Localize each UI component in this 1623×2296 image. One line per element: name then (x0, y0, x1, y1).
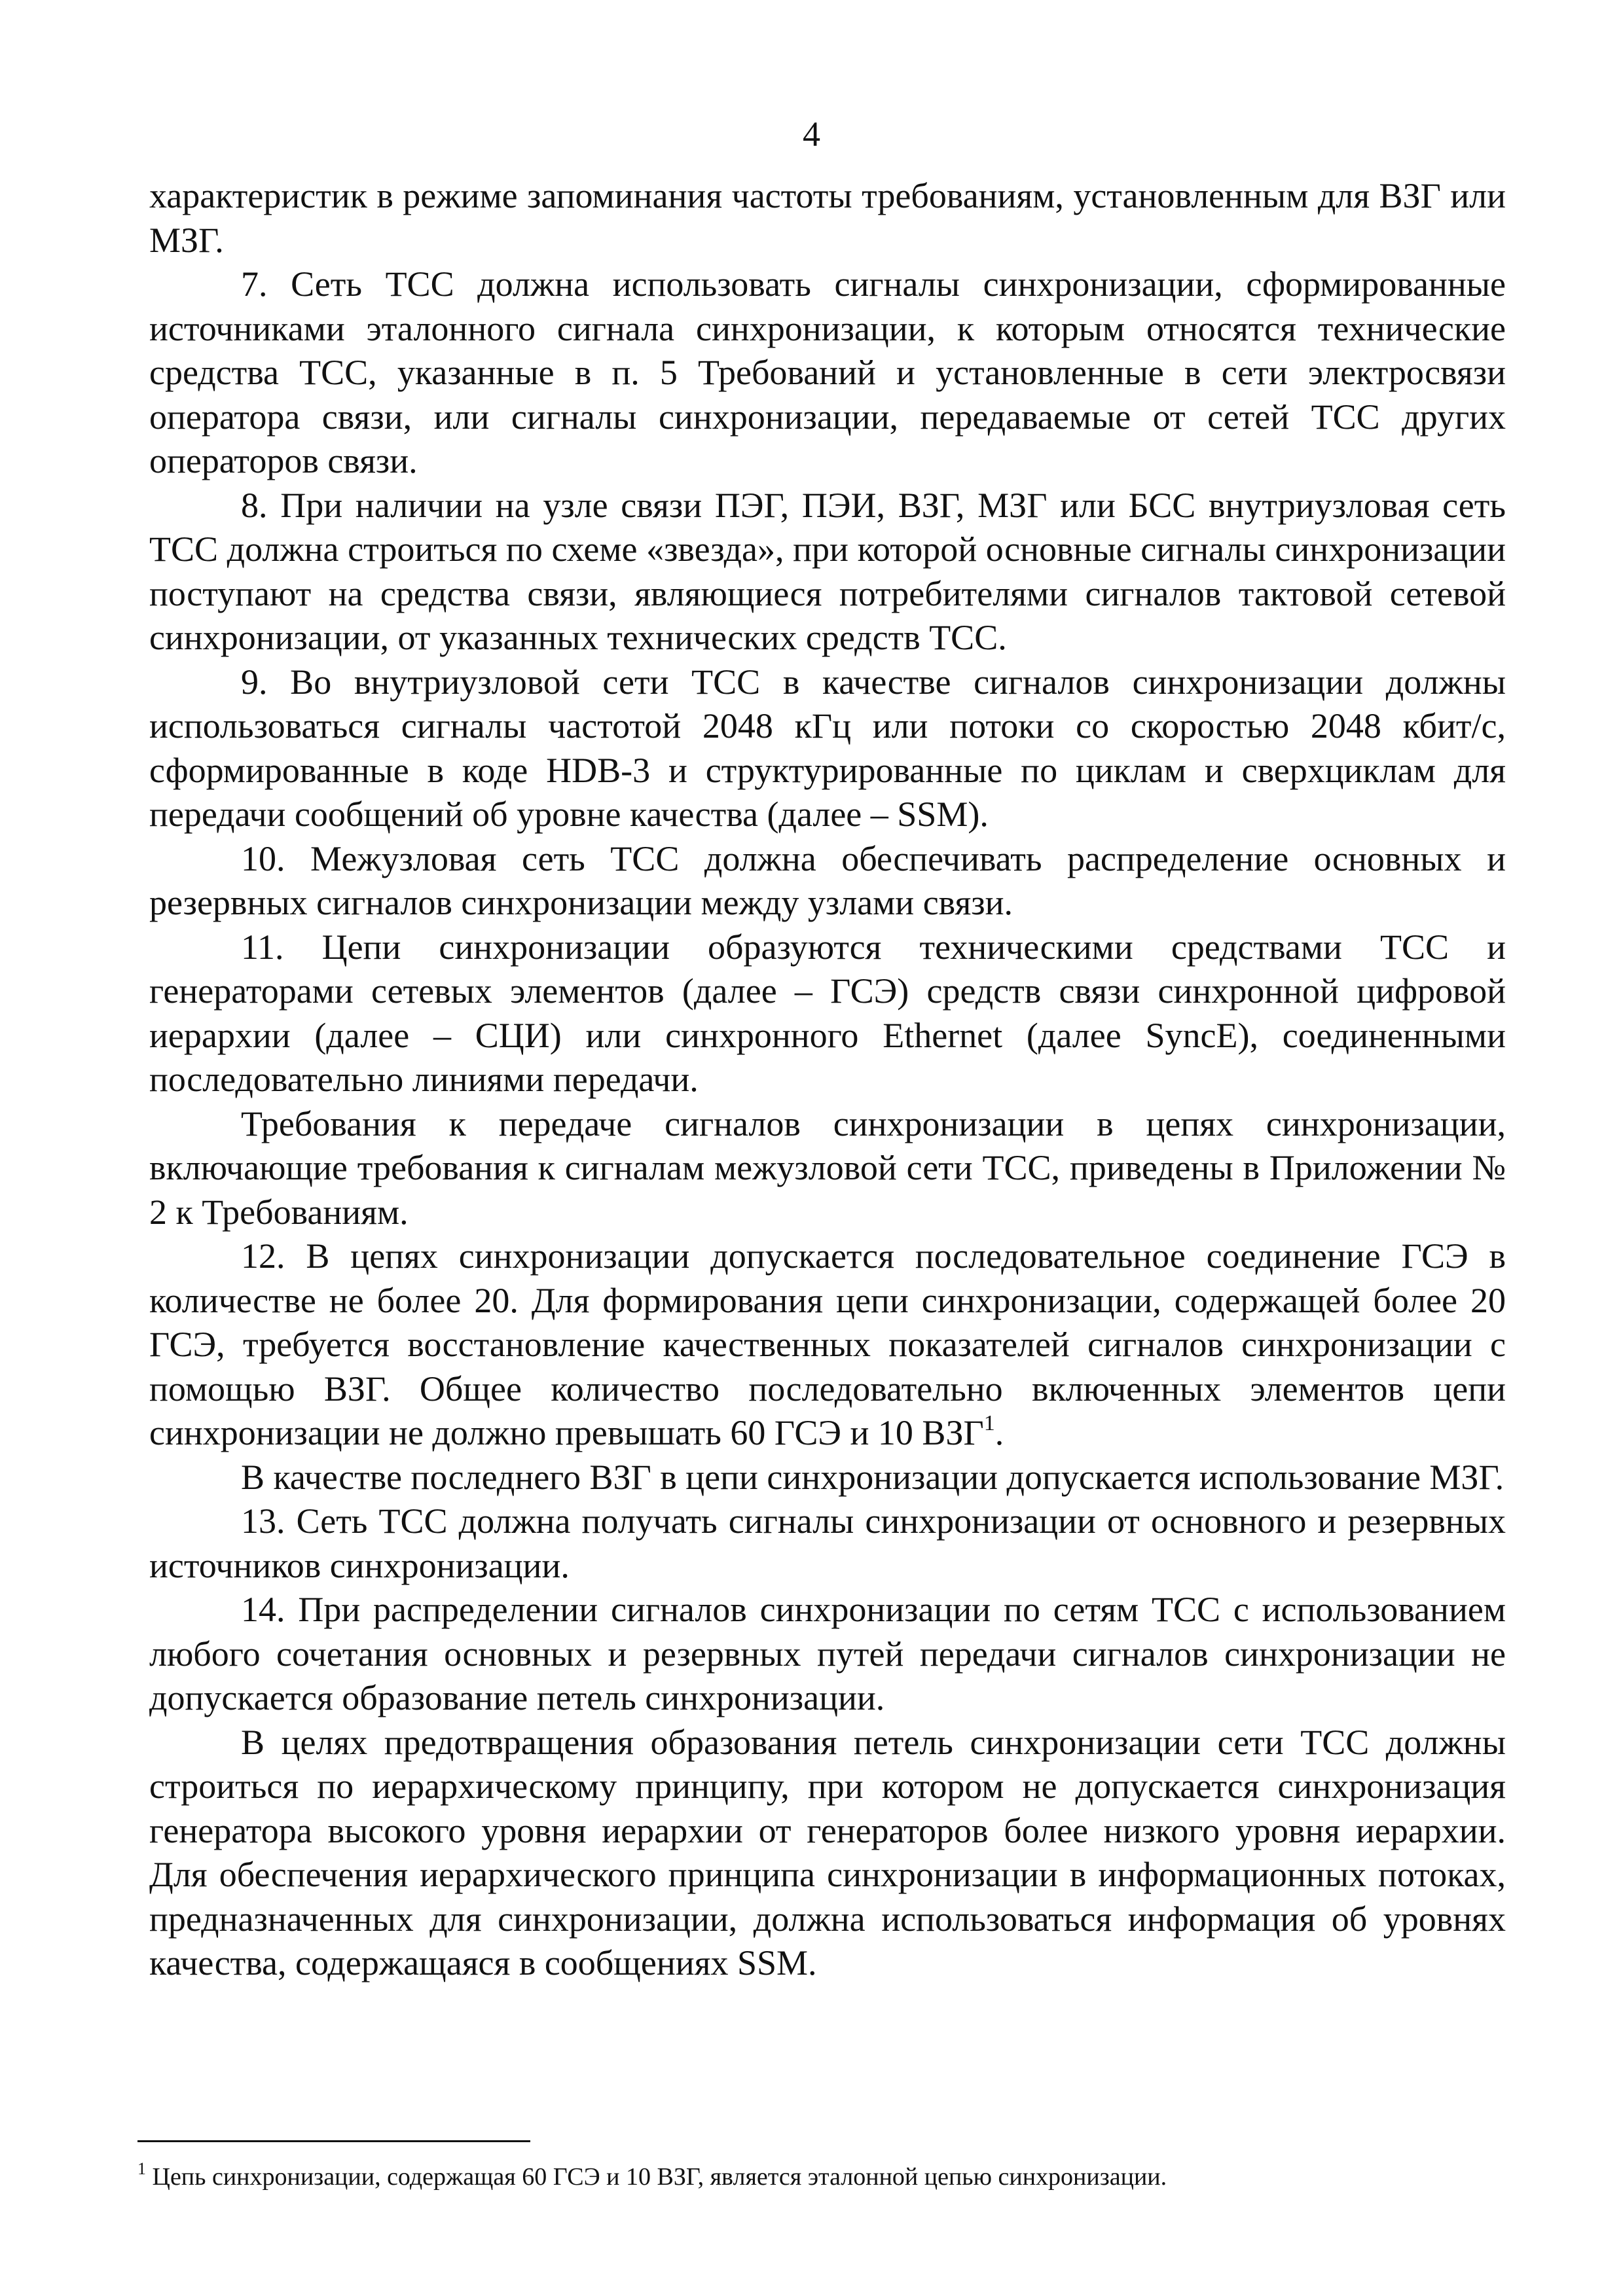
paragraph-item-9: 9. Во внутриузловой сети ТСС в качестве сигналов синхронизации должны использоваться сигналы частотой 2048 кГц или потоки со скоростью 2048 кбит/с, сформированные в коде HDB-3 и структурированные по циклам и сверхциклам для передачи сообщений об уровне качества (далее – SSM). (149, 662, 1506, 834)
paragraph-item-8: 8. При наличии на узле связи ПЭГ, ПЭИ, ВЗГ, МЗГ или БСС внутриузловая сеть ТСС должна строиться по схеме «звезда», при которой основные сигналы синхронизации поступают на средства связи, являющиеся потребителями сигналов тактовой сетевой синхронизации, от указанных технических средств ТСС. (149, 485, 1506, 657)
paragraph-item-12-last-vzg: В качестве последнего ВЗГ в цепи синхронизации допускается использование МЗГ. (241, 1457, 1504, 1497)
footnote-text: Цепь синхронизации, содержащая 60 ГСЭ и 10 ВЗГ, является эталонной цепью синхронизации. (152, 2163, 1167, 2191)
paragraph-item-10: 10. Межузловая сеть ТСС должна обеспечивать распределение основных и резервных сигналов синхронизации между узлами связи. (149, 838, 1506, 922)
paragraph-item-7: 7. Сеть ТСС должна использовать сигналы синхронизации, сформированные источниками эталонного сигнала синхронизации, к которым относятся технические средства ТСС, указанные в п. 5 Требований и установленные в сети электросвязи оператора связи, или сигналы синхронизации, передаваемые от сетей ТСС других операторов связи. (149, 264, 1506, 480)
body-text (149, 174, 1506, 1986)
paragraph-item-11-requirements: Требования к передаче сигналов синхронизации в цепях синхронизации, включающие требования к сигналам межузловой сети ТСС, приведены в Приложении № 2 к Требованиям. (149, 1103, 1506, 1232)
paragraph-item-14: 14. При распределении сигналов синхронизации по сетям ТСС с использованием любого сочетания основных и резервных путей передачи сигналов синхронизации не допускается образование петель синхронизации. (149, 1590, 1506, 1717)
paragraph-item-12-end: . (994, 1413, 1004, 1452)
paragraph-item-11: 11. Цепи синхронизации образуются техническими средствами ТСС и генераторами сетевых элементов (далее – ГСЭ) средств связи синхронной цифровой иерархии (далее – СЦИ) или синхронного Ethernet (далее SyncE), соединенными последовательно линиями передачи. (149, 927, 1506, 1099)
footnote (137, 2161, 1506, 2193)
paragraph-item-12-text: 12. В цепях синхронизации допускается последовательное соединение ГСЭ в количестве не более 20. Для формирования цепи синхронизации, содержащей более 20 ГСЭ, требуется восстановление качественных показателей сигналов синхронизации с помощью ВЗГ. Общее количество последовательно включенных элементов цепи синхронизации не должно превышать 60 ГСЭ и 10 ВЗГ (149, 1236, 1506, 1452)
paragraph-item-14-hierarchy: В целях предотвращения образования петель синхронизации сети ТСС должны строиться по иерархическому принципу, при котором не допускается синхронизация генератора высокого уровня иерархии от генераторов более низкого уровня иерархии. Для обеспечения иерархического принципа синхронизации в информационных потоках, предназначенных для синхронизации, должна использоваться информация об уровнях качества, содержащаяся в сообщениях SSM. (149, 1722, 1506, 1982)
footnote-reference[interactable]: 1 (983, 1411, 995, 1435)
paragraph-item-12 (149, 1234, 1506, 1456)
footnote-marker: 1 (137, 2159, 146, 2178)
paragraph-continuation: характеристик в режиме запоминания частоты требованиям, установленным для ВЗГ или МЗГ. (149, 176, 1506, 260)
footnote-divider (137, 2140, 530, 2142)
paragraph-item-13: 13. Сеть ТСС должна получать сигналы синхронизации от основного и резервных источников синхронизации. (149, 1501, 1506, 1585)
page-number: 4 (803, 115, 820, 154)
